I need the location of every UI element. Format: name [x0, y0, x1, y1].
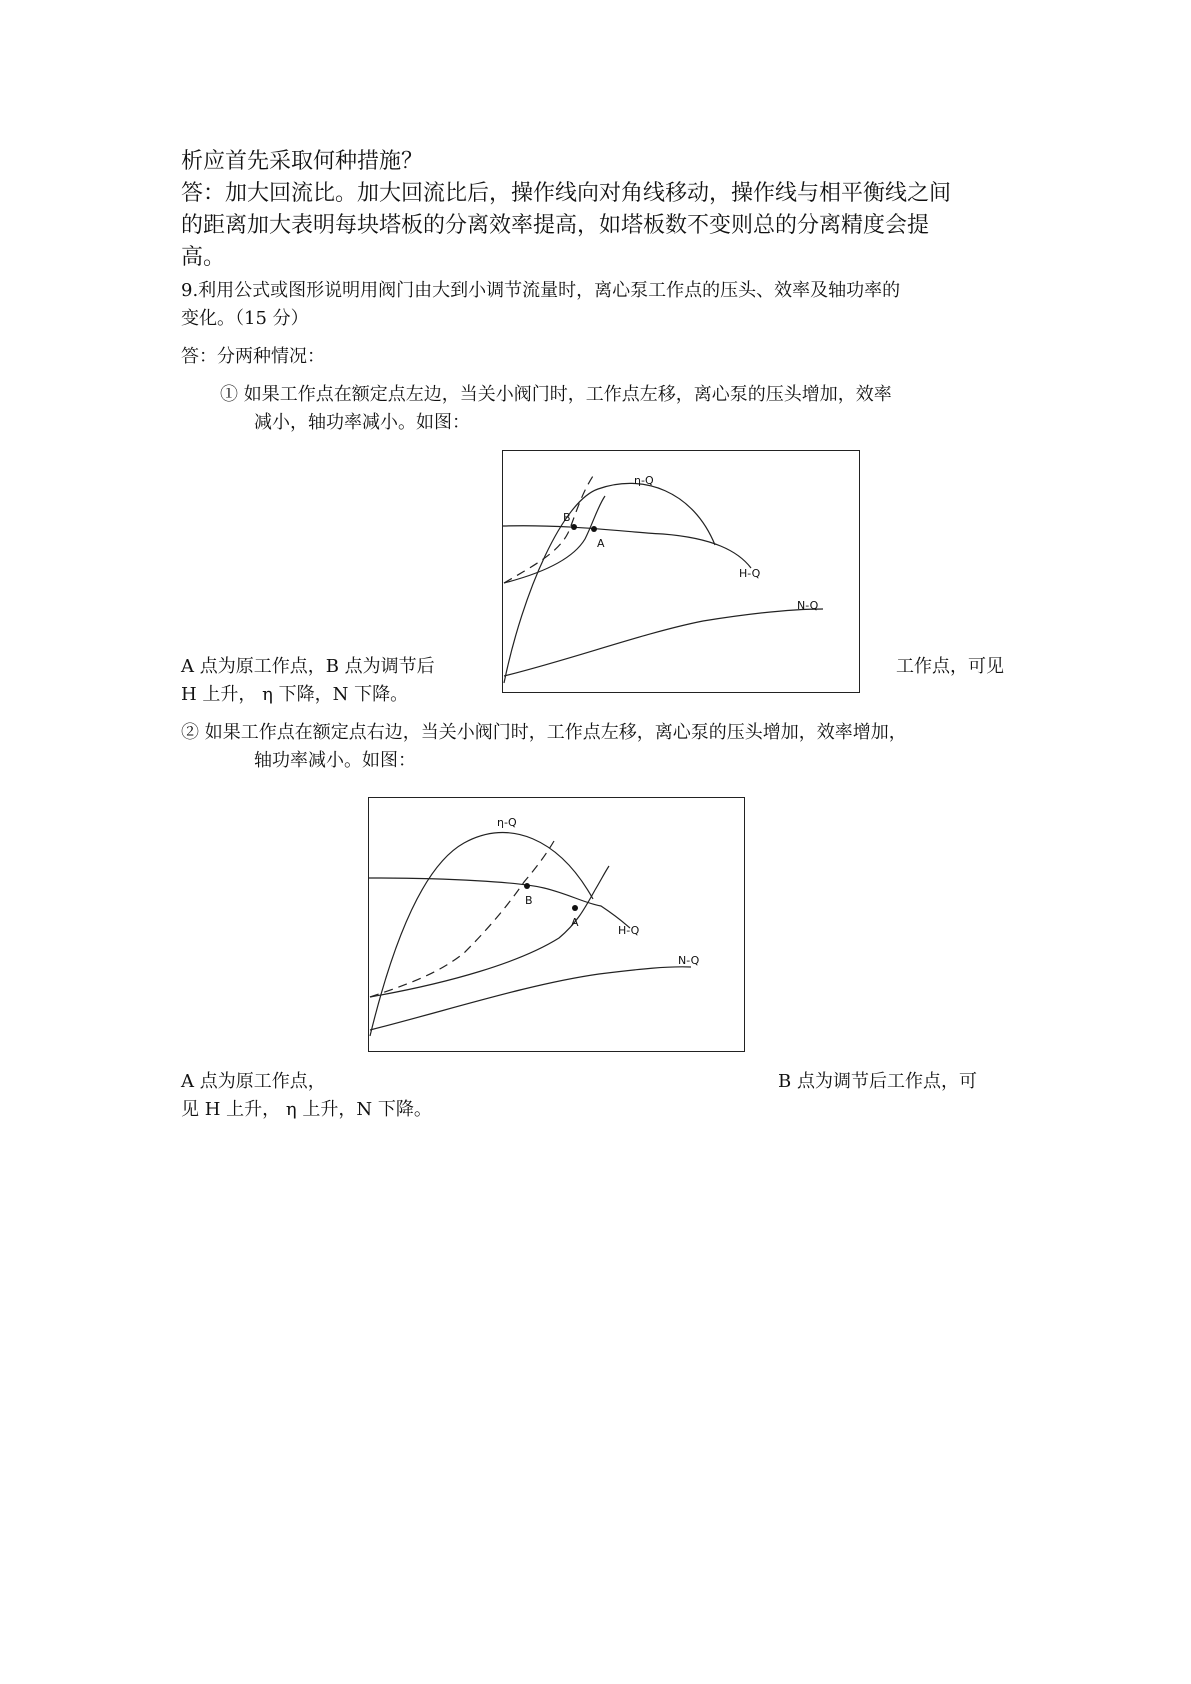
case-1-caption-right: 工作点，可见 — [896, 656, 1004, 677]
fig1-point-b-marker — [571, 524, 577, 530]
fig1-label-n-q: N-Q — [797, 599, 819, 612]
case-1-line-1: ① 如果工作点在额定点左边，当关小阀门时，工作点左移，离心泵的压头增加，效率 — [220, 384, 892, 405]
fig2-label-n-q: N-Q — [678, 954, 700, 967]
fig2-system-curve-aa — [595, 866, 609, 890]
fig2-n-q-curve — [370, 967, 691, 1030]
fig2-h-q-curve — [369, 878, 630, 928]
fig2-point-b-marker — [524, 883, 530, 889]
answer-intro: 答：分两种情况： — [181, 346, 325, 367]
case-2-caption-left: A 点为原工作点， — [181, 1071, 326, 1092]
case-2-caption-line-2: 见 H 上升， η 上升，N 下降。 — [181, 1099, 432, 1120]
text-line-4: 高。 — [181, 245, 226, 270]
fig1-label-a: A — [597, 537, 605, 550]
fig2-label-eta-q: η-Q — [497, 816, 517, 829]
text-line-1: 析应首先采取何种措施？ — [181, 149, 424, 174]
fig2-label-h-q: H-Q — [618, 924, 640, 937]
case-1-line-2: 减小，轴功率减小。如图： — [254, 412, 470, 433]
figure-2-plot — [369, 798, 746, 1053]
fig2-eta-q-curve — [370, 832, 593, 1036]
fig2-label-b: B — [525, 894, 533, 907]
case-2-line-2: 轴功率减小。如图： — [254, 750, 416, 771]
fig2-label-a: A — [571, 916, 579, 929]
fig1-system-curve-a — [504, 496, 605, 583]
text-line-3: 的距离加大表明每块塔板的分离效率提高，如塔板数不变则总的分离精度会提 — [181, 213, 930, 238]
fig1-eta-q-curve — [504, 483, 715, 683]
question-9-line-2: 变化。（15 分） — [181, 308, 309, 329]
fig1-h-q-curve — [503, 526, 751, 568]
case-2-caption-right: B 点为调节后工作点，可 — [778, 1071, 977, 1092]
figure-1 — [502, 450, 860, 693]
fig2-system-curve-b — [370, 841, 554, 997]
fig2-point-a-marker — [572, 905, 578, 911]
fig1-label-b: B — [563, 511, 571, 524]
text-line-2: 答：加大回流比。加大回流比后，操作线向对角线移动，操作线与相平衡线之间 — [181, 181, 952, 206]
case-1-caption-line-2: H 上升， η 下降，N 下降。 — [181, 684, 409, 705]
fig1-n-q-curve — [504, 609, 823, 676]
case-2-line-1: ② 如果工作点在额定点右边，当关小阀门时，工作点左移，离心泵的压头增加，效率增加， — [181, 722, 907, 743]
fig1-point-a-marker — [591, 526, 597, 532]
figure-2 — [368, 797, 745, 1052]
figure-1-plot — [503, 451, 861, 694]
fig1-label-eta-q: η-Q — [634, 474, 654, 487]
case-1-caption-left: A 点为原工作点，B 点为调节后 — [181, 656, 435, 677]
question-9-line-1: 9.利用公式或图形说明用阀门由大到小调节流量时，离心泵工作点的压头、效率及轴功率的 — [181, 280, 901, 301]
fig1-label-h-q: H-Q — [739, 567, 761, 580]
